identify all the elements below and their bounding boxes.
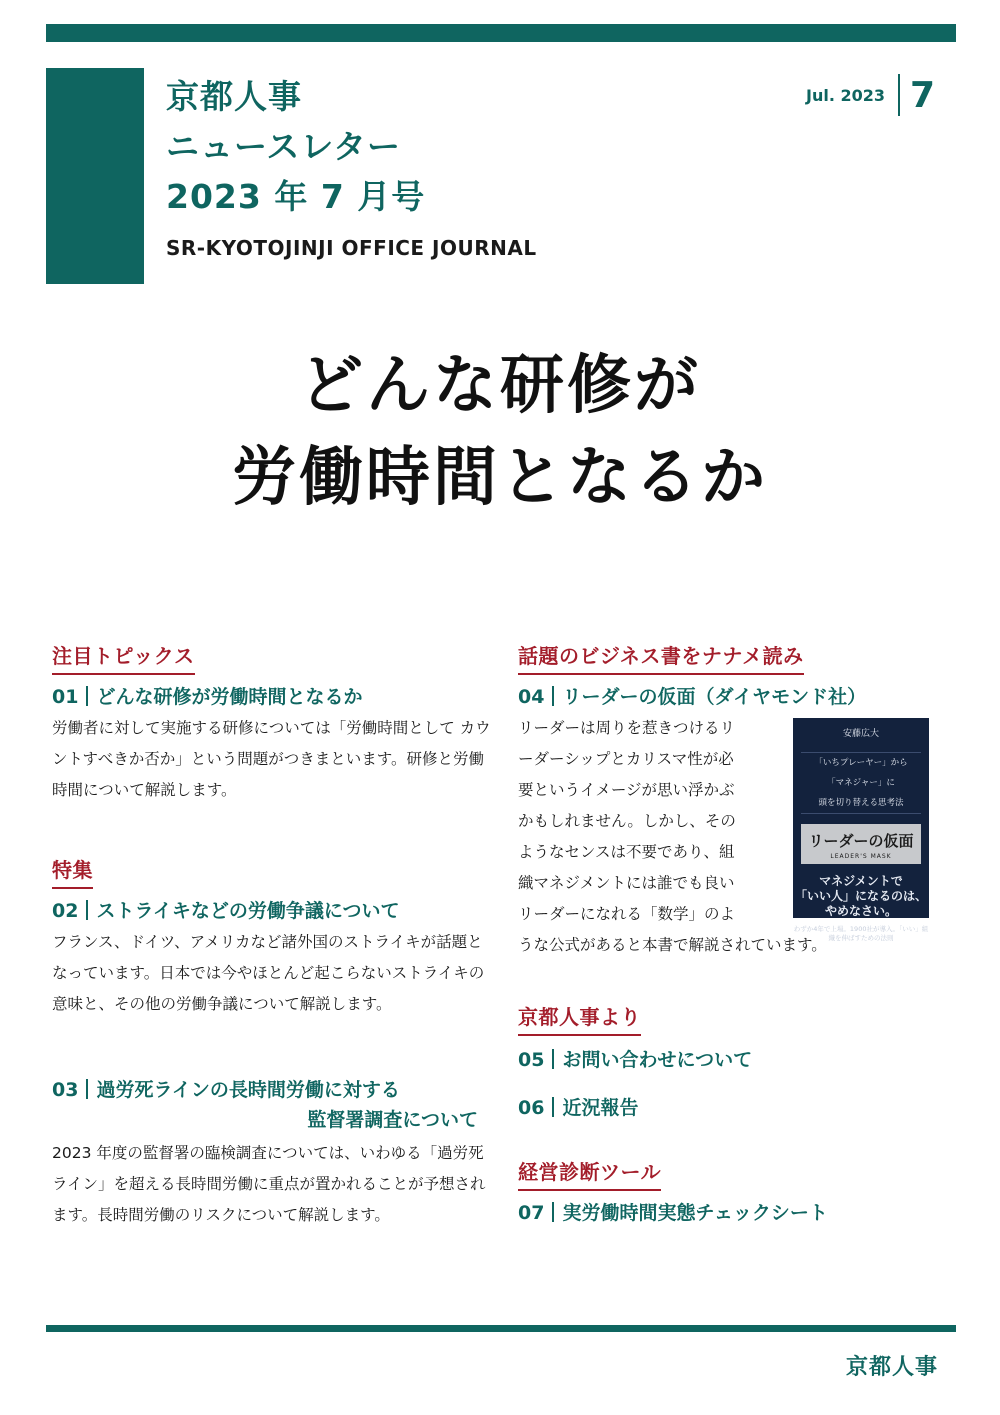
title-divider <box>552 686 554 706</box>
top-rule <box>46 24 956 42</box>
masthead <box>166 72 537 260</box>
bottom-rule <box>46 1325 956 1332</box>
title-divider <box>552 1049 554 1069</box>
footer-brand: 京都人事 <box>845 1355 938 1380</box>
issue-divider <box>898 74 900 116</box>
article-number: 04 <box>518 686 545 708</box>
article-title-text: ストライキなどの労働争議について <box>96 900 400 922</box>
section-head-office: 京都人事より <box>518 1001 641 1036</box>
masthead-journal: SR-KYOTOJINJI OFFICE JOURNAL <box>166 236 537 260</box>
article-02-body: フランス、ドイツ、アメリカなど諸外国のストライキが話題となっています。日本では今やほとんど起こらないストライキの意味と、その他の労働争議について解説します。 <box>52 933 485 1013</box>
article-03-title-line2[interactable]: 監督署調査について <box>307 1109 478 1131</box>
article-number: 03 <box>52 1079 79 1101</box>
title-divider <box>552 1097 554 1117</box>
article-01-title[interactable] <box>52 683 492 711</box>
masthead-issue: 2023 年 7 月号 <box>166 177 426 216</box>
book-cover-image <box>793 718 929 942</box>
body-line: 要というイメージが思い浮かぶ <box>518 781 735 799</box>
masthead-newsletter: ニュースレター <box>166 127 402 166</box>
body-line: かもしれません。しかし、その <box>518 812 736 830</box>
article-title-text: リーダーの仮面（ダイヤモンド社） <box>562 686 867 708</box>
article-number: 05 <box>518 1049 545 1071</box>
book-catch-line: 「いい人」になるのは、 <box>794 889 927 903</box>
issue-date: Jul. 2023 <box>805 86 885 105</box>
article-title-text: どんな研修が労働時間となるか <box>96 686 363 708</box>
book-title-plate <box>801 824 921 864</box>
issue-number: 7 <box>910 75 936 116</box>
body-line: リーダーになれる「数学」のよ <box>518 905 736 923</box>
book-tagline-line: 「マネジャー」に <box>827 778 895 788</box>
section-head-feature: 特集 <box>52 854 93 889</box>
article-04-title[interactable] <box>518 683 958 711</box>
body-line: うな公式があると本書で解説されています。 <box>518 936 827 954</box>
article-title-text: 近況報告 <box>562 1097 639 1119</box>
section-head-tools: 経営診断ツール <box>518 1156 661 1191</box>
article-number: 06 <box>518 1097 545 1119</box>
article-03-body: 2023 年度の監督署の臨検調査については、いわゆる「過労死ライン」を超える長時間労働に重点が置かれることが予想されます。長時間労働のリスクについて解説します。 <box>52 1144 486 1224</box>
article-number: 07 <box>518 1202 545 1224</box>
book-fine-print: わずか4年で上場。1900社が導入。「いい」組織を伸ばすための法則 <box>793 925 929 942</box>
article-number: 02 <box>52 900 79 922</box>
article-title-text: 実労働時間実態チェックシート <box>562 1202 828 1224</box>
book-catch-line: マネジメントで <box>819 874 903 888</box>
section-tools <box>518 1156 958 1227</box>
body-line: リーダーは周りを惹きつけるリ <box>518 719 736 737</box>
book-tagline-line: 「いちプレーヤー」から <box>814 758 908 768</box>
section-topics <box>52 640 492 806</box>
body-line: ようなセンスは不要であり、組 <box>518 843 735 861</box>
article-number: 01 <box>52 686 79 708</box>
section-head-books: 話題のビジネス書をナナメ読み <box>518 640 804 675</box>
left-column <box>52 640 492 1231</box>
title-divider <box>552 1202 554 1222</box>
book-title: リーダーの仮面 <box>808 832 914 850</box>
main-title-line2: 労働時間となるか <box>232 441 768 515</box>
main-title <box>0 340 1000 524</box>
book-title-en: LEADER'S MASK <box>830 853 892 860</box>
book-tagline-line: 頭を切り替える思考法 <box>818 798 904 808</box>
section-head-topics: 注目トピックス <box>52 640 195 675</box>
article-05-title[interactable] <box>518 1046 958 1074</box>
title-divider <box>86 686 88 706</box>
section-feature <box>52 854 492 1231</box>
article-01-body: 労働者に対して実施する研修については「労働時間として カウントすべきか否か」という問題がつきまといます。研修と労働時間について解説します。 <box>52 719 491 799</box>
article-title-text: お問い合わせについて <box>562 1049 753 1071</box>
article-title-text: 過労死ラインの長時間労働に対する <box>96 1079 400 1101</box>
article-02-title[interactable] <box>52 897 492 925</box>
section-office <box>518 1001 958 1122</box>
masthead-brand: 京都人事 <box>166 77 302 116</box>
article-07-title[interactable] <box>518 1199 958 1227</box>
book-tagline <box>801 752 921 814</box>
masthead-color-block <box>46 68 144 284</box>
body-line: 織マネジメントには誰でも良い <box>518 874 735 892</box>
article-03-title[interactable] <box>52 1076 492 1104</box>
title-divider <box>86 1079 88 1099</box>
book-catchcopy <box>793 874 929 919</box>
article-06-title[interactable] <box>518 1094 958 1122</box>
book-author: 安藤広大 <box>842 729 879 739</box>
main-title-line1: どんな研修が <box>299 349 701 423</box>
book-catch-line: やめなさい。 <box>824 904 897 918</box>
title-divider <box>86 900 88 920</box>
body-line: ーダーシップとカリスマ性が必 <box>518 750 734 768</box>
